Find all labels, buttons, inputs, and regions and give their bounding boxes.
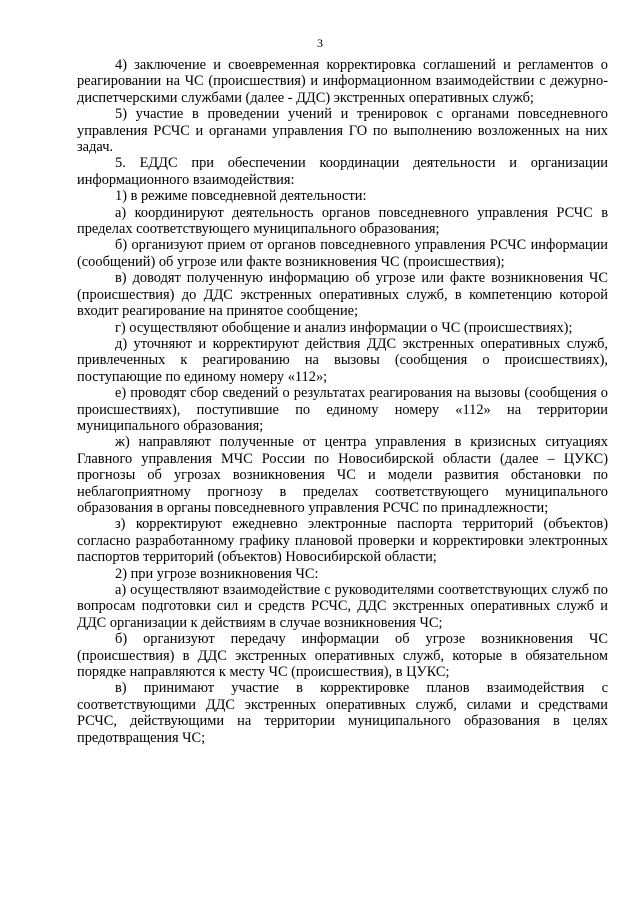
paragraph: 5. ЕДДС при обеспечении координации деятельности и организации информационного взаимодействия: (77, 155, 608, 188)
paragraph: з) корректируют ежедневно электронные паспорта территорий (объектов) согласно разработанному графику плановой проверки и корректировки электронных паспортов территорий (объектов) Новосибирской области; (77, 516, 608, 566)
paragraph: 5) участие в проведении учений и тренировок с органами повседневного управления РСЧС и органами управления ГО по выполнению возложенных на них задач. (77, 106, 608, 156)
paragraph: а) координируют деятельность органов повседневного управления РСЧС в пределах соответствующего муниципального образования; (77, 204, 608, 238)
paragraph: ж) направляют полученные от центра управления в кризисных ситуациях Главного управления МЧС России по Новосибирской области (далее – ЦУКС) прогнозы об угрозах возникновения ЧС и модели развития обстановки по неблагоприятному прогнозу в пределах соответствующего муниципального образования в органы повседневного управления РСЧС по принадлежности; (77, 434, 608, 516)
paragraph: в) принимают участие в корректировке планов взаимодействия с соответствующими ДДС экстренных оперативных служб, силами и средствами РСЧС, действующими на территории муниципального образования в целях предотвращения ЧС; (77, 680, 608, 746)
paragraph: 2) при угрозе возникновения ЧС: (115, 565, 319, 582)
paragraph: 4) заключение и своевременная корректировка соглашений и регламентов о реагировании на ЧС (происшествия) и информационном взаимодействии с дежурно-диспетчерскими службами (далее - ДДС) экстренных оперативных служб; (77, 57, 608, 106)
paragraph: б) организуют прием от органов повседневного управления РСЧС информации (сообщений) об угрозе или факте возникновения ЧС (происшествия); (77, 237, 608, 270)
paragraph: г) осуществляют обобщение и анализ информации о ЧС (происшествиях); (115, 319, 573, 336)
paragraph: в) доводят полученную информацию об угрозе или факте возникновения ЧС (происшествия) до ДДС экстренных оперативных служб, в компетенцию которой входит реагирование на принятое сообщение; (77, 270, 608, 320)
paragraph: а) осуществляют взаимодействие с руководителями соответствующих служб по вопросам подготовки сил и средств РСЧС, ДДС экстренных оперативных служб и ДДС организации к действиям в случае возникновения ЧС; (77, 582, 608, 631)
document-body (77, 57, 608, 746)
paragraph: 1) в режиме повседневной деятельности: (115, 188, 367, 205)
page-number: 3 (317, 36, 323, 50)
paragraph: б) организуют передачу информации об угрозе возникновения ЧС (происшествия) в ДДС экстренных оперативных служб, которые в обязательном порядке направляются к месту ЧС (происшествия), в ЦУКС; (77, 631, 608, 681)
paragraph: е) проводят сбор сведений о результатах реагирования на вызовы (сообщения о происшествиях), поступившие по единому номеру «112» на территории муниципального образования; (77, 385, 608, 434)
paragraph: д) уточняют и корректируют действия ДДС экстренных оперативных служб, привлеченных к реагированию на вызовы (сообщения о происшествиях), поступающие по единому номеру «112»; (77, 335, 608, 385)
